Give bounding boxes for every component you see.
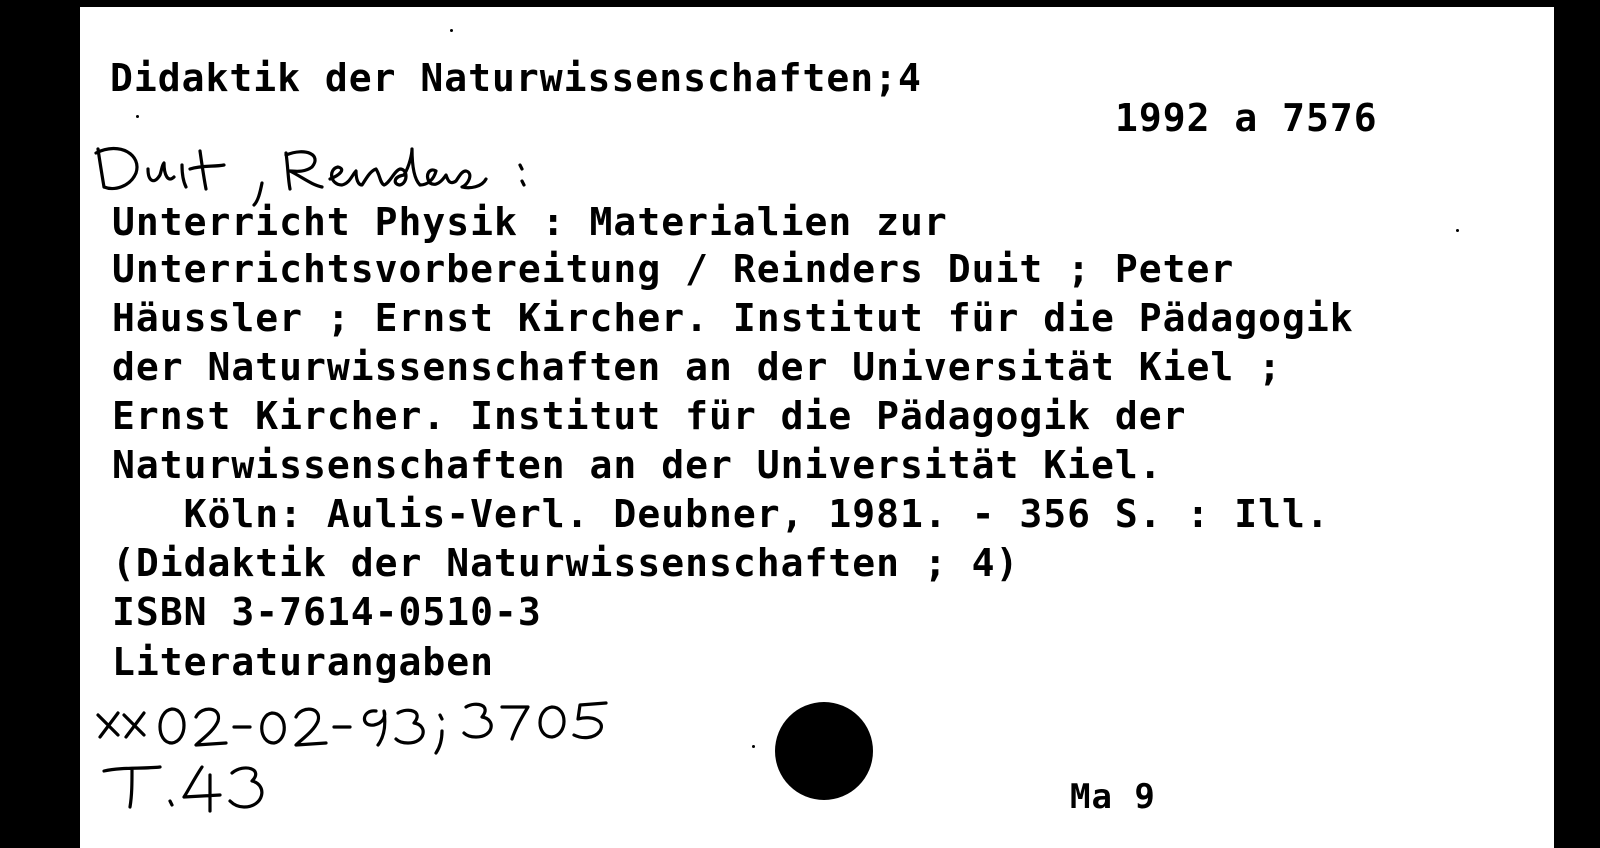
title-line-2: Unterrichtsvorbereitung / Reinders Duit ; Peter (112, 247, 1235, 291)
call-number: 1992 a 7576 (1115, 96, 1378, 140)
series-statement: (Didaktik der Naturwissenschaften ; 4) (112, 541, 1020, 585)
punch-hole (775, 702, 873, 800)
scan-speck (752, 745, 755, 748)
scan-speck (1456, 229, 1459, 232)
shelf-mark: Ma 9 (1070, 777, 1156, 817)
scan-speck (136, 115, 139, 118)
title-line-3: Häussler ; Ernst Kircher. Institut für die Pädagogik (112, 296, 1354, 340)
scan-speck (450, 29, 453, 32)
isbn-line: ISBN 3-7614-0510-3 (112, 590, 542, 634)
imprint-line: Köln: Aulis-Verl. Deubner, 1981. - 356 S. : Ill. (112, 492, 1330, 536)
notes-line: Literaturangaben (112, 640, 495, 684)
title-line-5: Ernst Kircher. Institut für die Pädagogik der (112, 394, 1187, 438)
handwritten-volume (98, 757, 298, 817)
title-line-1: Unterricht Physik : Materialien zur (112, 200, 948, 244)
title-line-4: der Naturwissenschaften an der Universität Kiel ; (112, 345, 1283, 389)
handwritten-heading (90, 135, 560, 207)
series-line: Didaktik der Naturwissenschaften;4 (110, 56, 922, 100)
handwritten-accession (94, 695, 634, 755)
title-line-6: Naturwissenschaften an der Universität Kiel. (112, 443, 1163, 487)
catalog-card (80, 7, 1554, 848)
